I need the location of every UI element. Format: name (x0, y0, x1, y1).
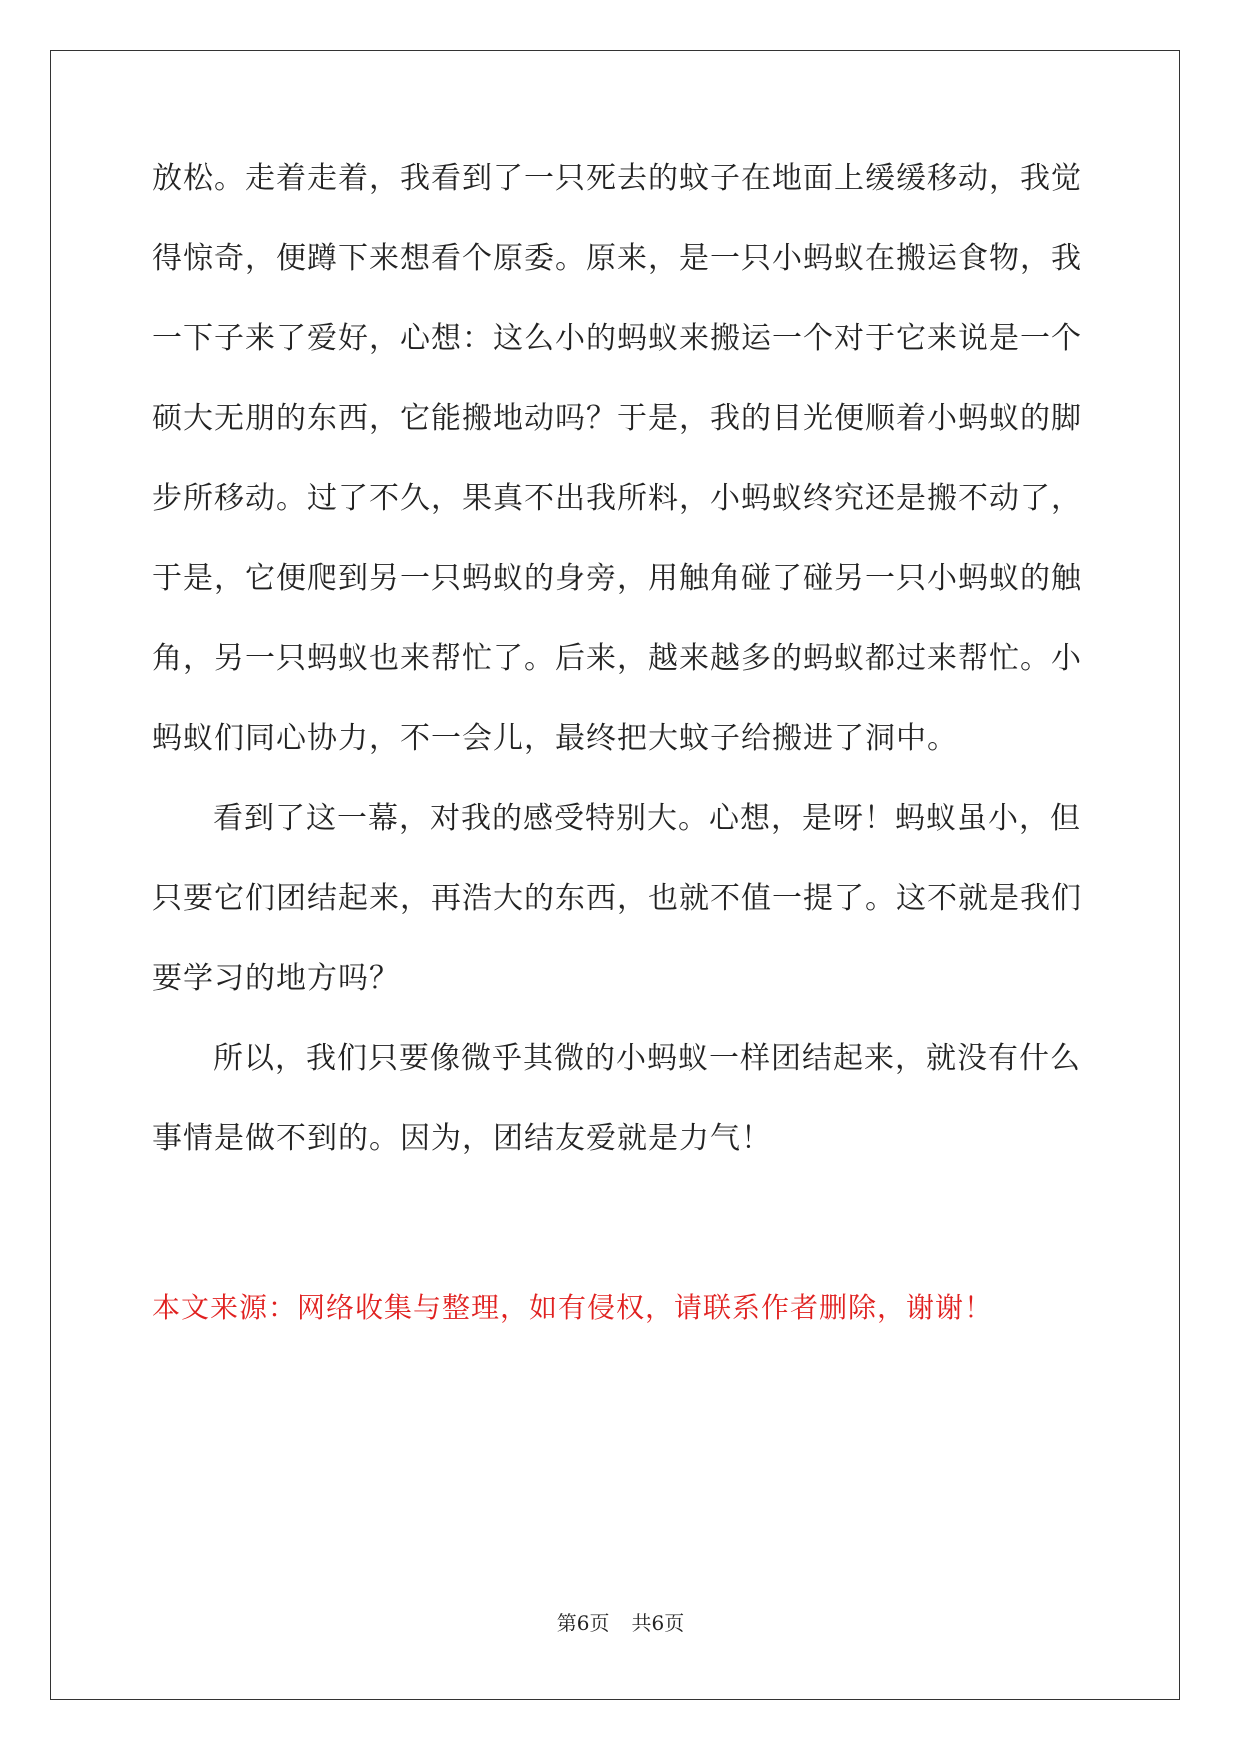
page-footer (0, 1610, 1241, 1636)
source-note: 本文来源：网络收集与整理，如有侵权，请联系作者删除，谢谢！ (152, 1291, 994, 1324)
paragraph-line: 所以，我们只要像微乎其微的小蚂蚁一样团结起来，就没有什么 (213, 1041, 1081, 1076)
paragraph-line: 得惊奇，便蹲下来想看个原委。原来，是一只小蚂蚁在搬运食物，我 (152, 241, 1082, 276)
page-number-total: 共6页 (631, 1611, 685, 1635)
page-number-current: 第6页 (556, 1611, 610, 1635)
paragraph-line: 于是，它便爬到另一只蚂蚁的身旁，用触角碰了碰另一只小蚂蚁的触 (152, 561, 1082, 596)
paragraph-line: 蚂蚁们同心协力，不一会儿，最终把大蚊子给搬进了洞中。 (152, 721, 958, 756)
paragraph-line: 角，另一只蚂蚁也来帮忙了。后来，越来越多的蚂蚁都过来帮忙。小 (152, 641, 1082, 676)
paragraph-line: 事情是做不到的。因为，团结友爱就是力气！ (152, 1121, 772, 1156)
paragraph-line: 放松。走着走着，我看到了一只死去的蚊子在地面上缓缓移动，我觉 (152, 161, 1082, 196)
paragraph-line: 步所移动。过了不久，果真不出我所料，小蚂蚁终究还是搬不动了， (152, 481, 1082, 516)
paragraph-line: 硕大无朋的东西，它能搬地动吗？于是，我的目光便顺着小蚂蚁的脚 (152, 401, 1082, 436)
paragraph-line: 看到了这一幕，对我的感受特别大。心想，是呀！蚂蚁虽小，但 (213, 801, 1081, 836)
paragraph-line: 一下子来了爱好，心想：这么小的蚂蚁来搬运一个对于它来说是一个 (152, 321, 1082, 356)
document-body (152, 160, 1082, 1200)
paragraph-line: 只要它们团结起来，再浩大的东西，也就不值一提了。这不就是我们 (152, 881, 1082, 916)
paragraph-line: 要学习的地方吗？ (152, 961, 400, 996)
